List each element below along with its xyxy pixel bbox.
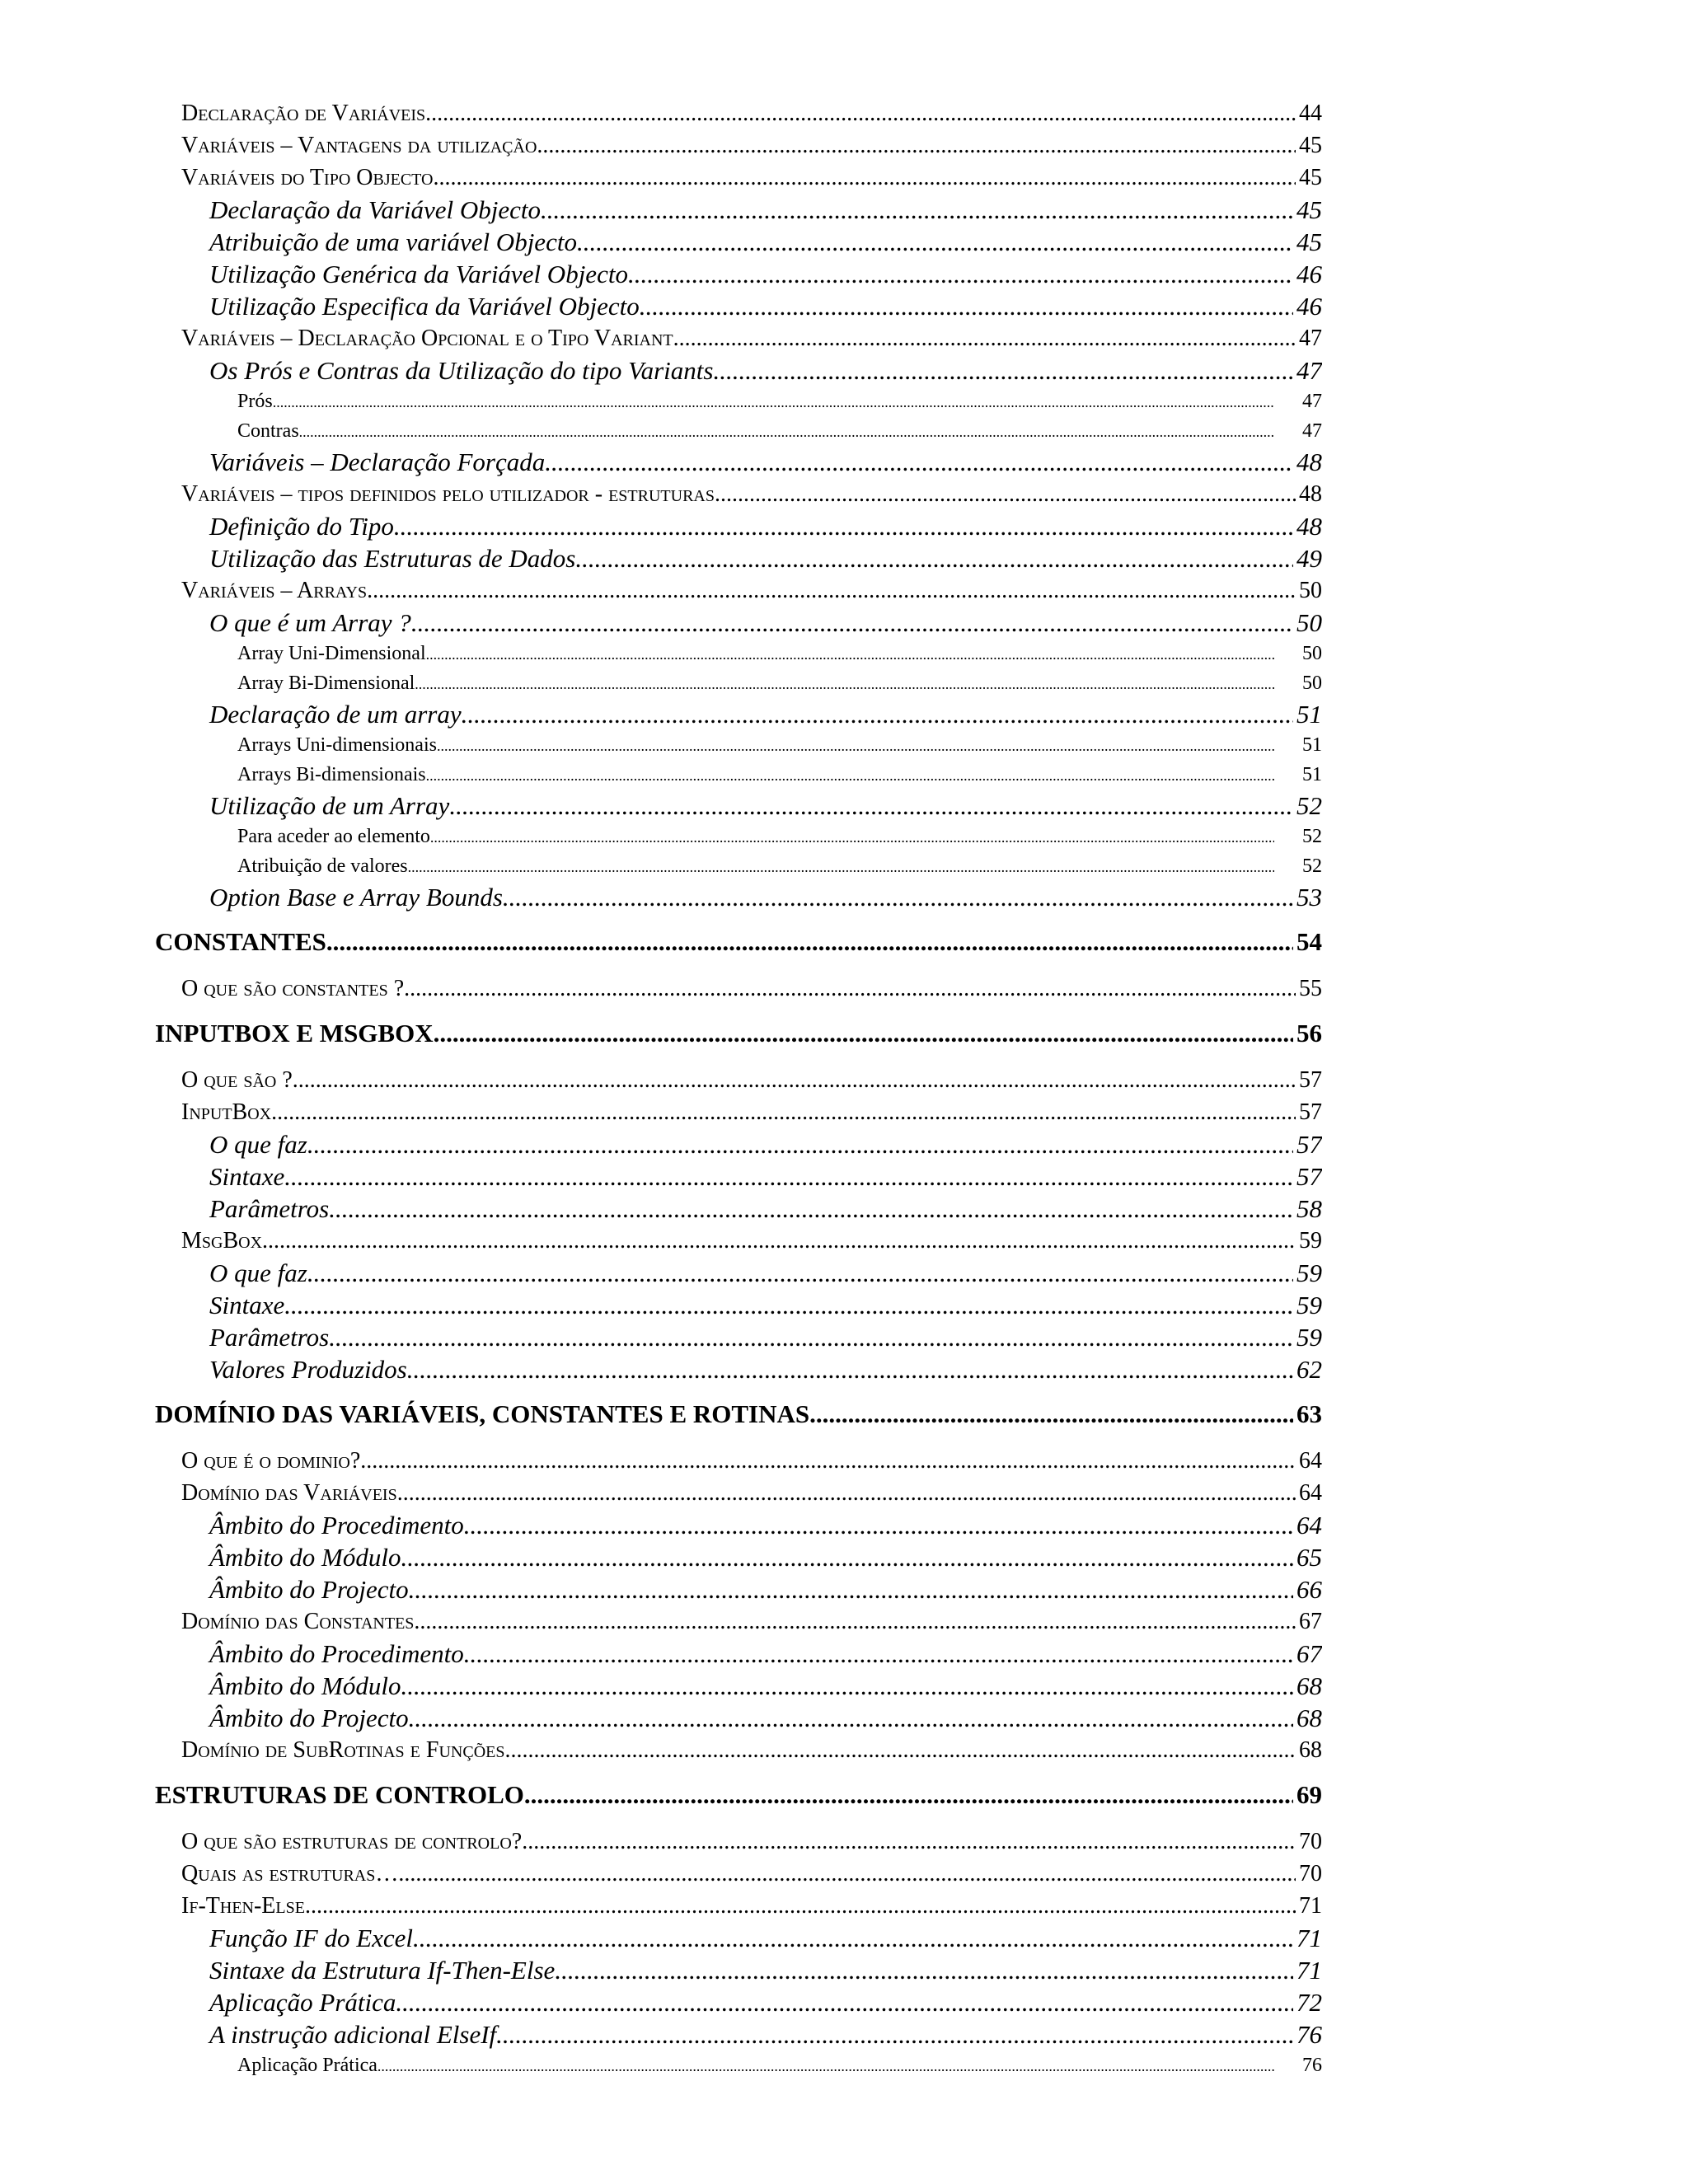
dot-leader bbox=[464, 1509, 1293, 1541]
toc-entry-level-4[interactable] bbox=[155, 760, 1322, 790]
toc-entry-title: O que faz bbox=[209, 1130, 307, 1159]
toc-entry-page-number: 52 bbox=[1302, 855, 1322, 877]
dot-leader bbox=[504, 1734, 1296, 1766]
toc-entry-page-number: 56 bbox=[1296, 1019, 1322, 1047]
dot-leader bbox=[408, 852, 1274, 881]
toc-entry-title: Option Base e Array Bounds bbox=[209, 883, 503, 912]
toc-entry-page-number: 47 bbox=[1299, 326, 1322, 351]
dot-leader bbox=[628, 258, 1293, 290]
toc-entry-level-2[interactable] bbox=[155, 1890, 1322, 1922]
toc-entry-level-3[interactable] bbox=[155, 1193, 1322, 1225]
toc-entry-title: Para aceder ao elemento bbox=[237, 826, 430, 847]
toc-entry-title: Valores Produzidos bbox=[209, 1355, 407, 1384]
toc-entry-page-number: 50 bbox=[1302, 643, 1322, 664]
toc-entry-title: Arrays Uni-dimensionais bbox=[237, 734, 437, 756]
dot-leader bbox=[262, 1225, 1296, 1257]
toc-entry-page-number: 71 bbox=[1296, 1924, 1322, 1952]
toc-entry-title: O que são estruturas de controlo? bbox=[181, 1829, 523, 1854]
toc-entry-title: Utilização das Estruturas de Dados bbox=[209, 544, 576, 573]
toc-entry-title: Domínio das Variáveis bbox=[181, 1480, 397, 1506]
toc-entry-page-number: 46 bbox=[1296, 292, 1322, 321]
toc-entry-title: Âmbito do Procedimento bbox=[209, 1511, 464, 1540]
toc-entry-level-3[interactable] bbox=[155, 790, 1322, 822]
toc-entry-level-1[interactable] bbox=[155, 1778, 1322, 1812]
dot-leader bbox=[449, 790, 1293, 822]
toc-entry-level-3[interactable] bbox=[155, 258, 1322, 290]
toc-entry-title: Parâmetros bbox=[209, 1323, 330, 1352]
toc-entry-level-4[interactable] bbox=[155, 730, 1322, 760]
toc-entry-page-number: 70 bbox=[1299, 1829, 1322, 1854]
dot-leader bbox=[394, 510, 1293, 542]
toc-entry-title: Domínio das Constantes bbox=[181, 1609, 415, 1634]
toc-entry-title: Variáveis – Declaração Opcional e o Tipo Variant bbox=[181, 326, 673, 351]
toc-entry-level-3[interactable] bbox=[155, 1353, 1322, 1385]
toc-entry-level-3[interactable] bbox=[155, 1509, 1322, 1541]
toc-entry-page-number: 65 bbox=[1296, 1543, 1322, 1572]
dot-leader bbox=[396, 1986, 1293, 2018]
dot-leader bbox=[414, 1605, 1296, 1638]
toc-entry-level-3[interactable] bbox=[155, 354, 1322, 387]
toc-entry-page-number: 64 bbox=[1299, 1480, 1322, 1506]
toc-entry-level-3[interactable] bbox=[155, 194, 1322, 226]
toc-entry-level-4[interactable] bbox=[155, 668, 1322, 698]
toc-entry-page-number: 76 bbox=[1296, 2020, 1322, 2049]
toc-entry-page-number: 50 bbox=[1296, 608, 1322, 637]
toc-entry-title: O que são constantes ? bbox=[181, 976, 405, 1001]
toc-entry-title: CONSTANTES bbox=[155, 927, 326, 956]
toc-entry-title: Declaração de Variáveis bbox=[181, 101, 426, 126]
dot-leader bbox=[413, 1922, 1293, 1954]
toc-entry-level-1[interactable] bbox=[155, 925, 1322, 959]
dot-leader bbox=[401, 1670, 1294, 1702]
toc-entry-page-number: 49 bbox=[1296, 544, 1322, 573]
toc-entry-level-3[interactable] bbox=[155, 510, 1322, 542]
toc-entry-level-3[interactable] bbox=[155, 1986, 1322, 2018]
toc-entry-page-number: 50 bbox=[1302, 673, 1322, 694]
dot-leader bbox=[305, 1890, 1296, 1922]
toc-entry-title: Declaração da Variável Objecto bbox=[209, 195, 542, 224]
toc-entry-page-number: 67 bbox=[1299, 1609, 1322, 1634]
toc-entry-title: INPUTBOX E MSGBOX bbox=[155, 1019, 434, 1047]
dot-leader bbox=[575, 542, 1293, 574]
toc-entry-title: O que faz bbox=[209, 1258, 307, 1287]
toc-entry-level-3[interactable] bbox=[155, 1257, 1322, 1289]
toc-entry-level-3[interactable] bbox=[155, 1541, 1322, 1573]
toc-entry-title: Variáveis – tipos definidos pelo utilizador - estruturas bbox=[181, 481, 715, 507]
toc-entry-level-3[interactable] bbox=[155, 1321, 1322, 1353]
toc-entry-title: Parâmetros bbox=[209, 1194, 330, 1223]
toc-entry-level-4[interactable] bbox=[155, 851, 1322, 881]
toc-entry-page-number: 46 bbox=[1296, 260, 1322, 288]
toc-entry-page-number: 45 bbox=[1299, 165, 1322, 190]
dot-leader bbox=[640, 290, 1293, 322]
toc-entry-level-3[interactable] bbox=[155, 290, 1322, 322]
toc-entry-level-2[interactable] bbox=[155, 1445, 1322, 1477]
dot-leader bbox=[430, 823, 1274, 851]
toc-entry-title: Aplicação Prática bbox=[237, 2055, 377, 2076]
dot-leader bbox=[425, 97, 1296, 129]
toc-entry-page-number: 47 bbox=[1302, 420, 1322, 442]
toc-entry-title: InputBox bbox=[181, 1099, 272, 1125]
toc-entry-level-1[interactable] bbox=[155, 1016, 1322, 1051]
dot-leader bbox=[367, 574, 1296, 607]
toc-entry-title: A instrução adicional ElseIf bbox=[209, 2020, 497, 2049]
toc-entry-page-number: 44 bbox=[1299, 101, 1322, 126]
dot-leader bbox=[284, 1160, 1293, 1193]
toc-entry-level-2[interactable] bbox=[155, 1477, 1322, 1509]
toc-entry-level-4[interactable] bbox=[155, 387, 1322, 416]
toc-entry-title: O que é o dominio? bbox=[181, 1448, 361, 1474]
dot-leader bbox=[284, 1289, 1293, 1321]
dot-leader bbox=[271, 1096, 1296, 1128]
toc-entry-title: Definição do Tipo bbox=[209, 512, 394, 541]
toc-entry-page-number: 48 bbox=[1299, 481, 1322, 507]
toc-entry-level-3[interactable] bbox=[155, 542, 1322, 574]
toc-entry-level-2[interactable] bbox=[155, 129, 1322, 162]
dot-leader bbox=[496, 2018, 1293, 2050]
toc-entry-page-number: 76 bbox=[1302, 2055, 1322, 2076]
toc-entry-page-number: 51 bbox=[1296, 700, 1322, 729]
toc-entry-title: Aplicação Prática bbox=[209, 1988, 396, 2017]
toc-entry-level-4[interactable] bbox=[155, 639, 1322, 668]
dot-leader bbox=[329, 1193, 1293, 1225]
toc-entry-level-3[interactable] bbox=[155, 1160, 1322, 1193]
toc-entry-level-2[interactable] bbox=[155, 1064, 1322, 1096]
toc-entry-page-number: 70 bbox=[1299, 1861, 1322, 1886]
toc-entry-page-number: 68 bbox=[1299, 1737, 1322, 1763]
toc-entry-title: If-Then-Else bbox=[181, 1893, 305, 1919]
dot-leader bbox=[401, 1541, 1294, 1573]
toc-entry-page-number: 50 bbox=[1299, 578, 1322, 603]
toc-entry-page-number: 64 bbox=[1296, 1511, 1322, 1540]
dot-leader bbox=[307, 1128, 1293, 1160]
toc-entry-title: O que é um Array ? bbox=[209, 608, 411, 637]
toc-entry-level-2[interactable] bbox=[155, 972, 1322, 1005]
toc-entry-page-number: 47 bbox=[1296, 356, 1322, 385]
toc-entry-page-number: 68 bbox=[1296, 1704, 1322, 1732]
toc-entry-title: Função IF do Excel bbox=[209, 1924, 414, 1952]
dot-leader bbox=[673, 322, 1296, 354]
toc-entry-title: MsgBox bbox=[181, 1228, 263, 1254]
toc-entry-page-number: 57 bbox=[1296, 1130, 1322, 1159]
dot-leader bbox=[299, 417, 1274, 446]
toc-entry-page-number: 57 bbox=[1299, 1099, 1322, 1125]
dot-leader bbox=[398, 1858, 1296, 1890]
toc-entry-page-number: 72 bbox=[1296, 1988, 1322, 2017]
dot-leader bbox=[273, 387, 1274, 416]
dot-leader bbox=[404, 972, 1296, 1005]
dot-leader bbox=[433, 162, 1296, 194]
toc-entry-title: Array Uni-Dimensional bbox=[237, 643, 426, 664]
toc-entry-title: Utilização Especifica da Variável Objecto bbox=[209, 292, 640, 321]
toc-entry-page-number: 62 bbox=[1296, 1355, 1322, 1384]
toc-entry-level-2[interactable] bbox=[155, 574, 1322, 607]
toc-entry-title: Quais as estruturas… bbox=[181, 1861, 399, 1886]
dot-leader bbox=[809, 1397, 1293, 1432]
toc-entry-title: Variáveis – Vantagens da utilização bbox=[181, 133, 537, 158]
dot-leader bbox=[377, 2051, 1274, 2080]
dot-leader bbox=[411, 607, 1293, 639]
toc-entry-page-number: 48 bbox=[1296, 448, 1322, 476]
dot-leader bbox=[464, 1638, 1293, 1670]
toc-entry-title: Declaração de um array bbox=[209, 700, 462, 729]
toc-entry-level-3[interactable] bbox=[155, 446, 1322, 478]
toc-entry-title: Domínio de SubRotinas e Funções bbox=[181, 1737, 505, 1763]
toc-entry-level-2[interactable] bbox=[155, 1225, 1322, 1257]
dot-leader bbox=[409, 1573, 1293, 1605]
dot-leader bbox=[307, 1257, 1293, 1289]
dot-leader bbox=[555, 1954, 1293, 1986]
toc-entry-page-number: 45 bbox=[1296, 195, 1322, 224]
toc-entry-page-number: 45 bbox=[1299, 133, 1322, 158]
toc-entry-title: Utilização de um Array bbox=[209, 791, 450, 820]
toc-entry-level-2[interactable] bbox=[155, 97, 1322, 129]
dot-leader bbox=[545, 446, 1293, 478]
toc-entry-page-number: 54 bbox=[1296, 927, 1322, 956]
toc-entry-page-number: 52 bbox=[1302, 826, 1322, 847]
toc-entry-page-number: 57 bbox=[1296, 1162, 1322, 1191]
toc-entry-level-3[interactable] bbox=[155, 1702, 1322, 1734]
toc-entry-level-3[interactable] bbox=[155, 1954, 1322, 1986]
toc-entry-page-number: 45 bbox=[1296, 227, 1322, 256]
toc-entry-level-3[interactable] bbox=[155, 881, 1322, 913]
dot-leader bbox=[715, 478, 1296, 510]
toc-entry-page-number: 59 bbox=[1296, 1323, 1322, 1352]
toc-entry-title: Sintaxe bbox=[209, 1291, 285, 1319]
toc-entry-title: Prós bbox=[237, 391, 273, 412]
toc-entry-title: O que são ? bbox=[181, 1067, 293, 1093]
toc-entry-title: Atribuição de uma variável Objecto bbox=[209, 227, 577, 256]
toc-entry-level-3[interactable] bbox=[155, 1922, 1322, 1954]
dot-leader bbox=[293, 1064, 1296, 1096]
dot-leader bbox=[426, 761, 1274, 790]
toc-entry-title: Variáveis do Tipo Objecto bbox=[181, 165, 434, 190]
toc-entry-title: Atribuição de valores bbox=[237, 855, 408, 877]
toc-entry-page-number: 64 bbox=[1299, 1448, 1322, 1474]
toc-entry-title: Utilização Genérica da Variável Objecto bbox=[209, 260, 628, 288]
toc-entry-page-number: 69 bbox=[1296, 1780, 1322, 1809]
toc-entry-page-number: 59 bbox=[1296, 1291, 1322, 1319]
toc-entry-level-3[interactable] bbox=[155, 1670, 1322, 1702]
toc-entry-page-number: 47 bbox=[1302, 391, 1322, 412]
toc-entry-level-1[interactable] bbox=[155, 1397, 1322, 1432]
dot-leader bbox=[462, 698, 1293, 730]
toc-entry-level-2[interactable] bbox=[155, 1605, 1322, 1638]
toc-entry-title: Sintaxe bbox=[209, 1162, 285, 1191]
dot-leader bbox=[537, 129, 1296, 162]
dot-leader bbox=[541, 194, 1293, 226]
dot-leader bbox=[329, 1321, 1293, 1353]
dot-leader bbox=[522, 1825, 1296, 1858]
toc-entry-title: Array Bi-Dimensional bbox=[237, 673, 415, 694]
toc-entry-page-number: 53 bbox=[1296, 883, 1322, 912]
toc-entry-title: ESTRUTURAS DE CONTROLO bbox=[155, 1780, 524, 1809]
toc-entry-page-number: 59 bbox=[1299, 1228, 1322, 1254]
toc-entry-page-number: 71 bbox=[1296, 1956, 1322, 1985]
dot-leader bbox=[409, 1702, 1293, 1734]
toc-entry-level-4[interactable] bbox=[155, 2050, 1322, 2080]
dot-leader bbox=[434, 1016, 1293, 1051]
toc-entry-title: Âmbito do Projecto bbox=[209, 1704, 409, 1732]
toc-entry-title: Âmbito do Módulo bbox=[209, 1671, 401, 1700]
toc-entry-level-3[interactable] bbox=[155, 1289, 1322, 1321]
dot-leader bbox=[326, 925, 1293, 959]
dot-leader bbox=[524, 1778, 1293, 1812]
toc-entry-level-2[interactable] bbox=[155, 478, 1322, 510]
toc-entry-level-3[interactable] bbox=[155, 1128, 1322, 1160]
toc-entry-level-3[interactable] bbox=[155, 226, 1322, 258]
toc-entry-page-number: 63 bbox=[1296, 1399, 1322, 1428]
toc-entry-page-number: 51 bbox=[1302, 734, 1322, 756]
toc-entry-level-3[interactable] bbox=[155, 1573, 1322, 1605]
toc-entry-page-number: 59 bbox=[1296, 1258, 1322, 1287]
toc-entry-page-number: 48 bbox=[1296, 512, 1322, 541]
toc-entry-title: Sintaxe da Estrutura If-Then-Else bbox=[209, 1956, 556, 1985]
dot-leader bbox=[503, 881, 1293, 913]
dot-leader bbox=[407, 1353, 1293, 1385]
dot-leader bbox=[437, 731, 1274, 760]
toc-entry-page-number: 71 bbox=[1299, 1893, 1322, 1919]
toc-entry-level-2[interactable] bbox=[155, 1858, 1322, 1890]
toc-entry-page-number: 51 bbox=[1302, 764, 1322, 785]
toc-entry-title: Âmbito do Módulo bbox=[209, 1543, 401, 1572]
toc-entry-level-2[interactable] bbox=[155, 1096, 1322, 1128]
toc-entry-level-2[interactable] bbox=[155, 1825, 1322, 1858]
toc-entry-level-3[interactable] bbox=[155, 2018, 1322, 2050]
toc-entry-title: Variáveis – Arrays bbox=[181, 578, 368, 603]
toc-entry-page-number: 67 bbox=[1296, 1639, 1322, 1668]
toc-entry-title: DOMÍNIO DAS VARIÁVEIS, CONSTANTES E ROTINAS bbox=[155, 1399, 810, 1428]
toc-entry-title: Variáveis – Declaração Forçada bbox=[209, 448, 546, 476]
dot-leader bbox=[360, 1445, 1296, 1477]
toc-entry-level-3[interactable] bbox=[155, 698, 1322, 730]
toc-entry-page-number: 66 bbox=[1296, 1575, 1322, 1604]
toc-entry-page-number: 58 bbox=[1296, 1194, 1322, 1223]
dot-leader bbox=[713, 354, 1293, 387]
toc-entry-page-number: 68 bbox=[1296, 1671, 1322, 1700]
dot-leader bbox=[397, 1477, 1296, 1509]
toc-entry-level-4[interactable] bbox=[155, 822, 1322, 851]
toc-entry-level-4[interactable] bbox=[155, 416, 1322, 446]
toc-entry-title: Os Prós e Contras da Utilização do tipo Variants bbox=[209, 356, 714, 385]
toc-entry-level-2[interactable] bbox=[155, 1734, 1322, 1766]
toc-entry-page-number: 52 bbox=[1296, 791, 1322, 820]
toc-entry-level-3[interactable] bbox=[155, 1638, 1322, 1670]
table-of-contents bbox=[155, 97, 1322, 2080]
toc-entry-title: Arrays Bi-dimensionais bbox=[237, 764, 426, 785]
toc-entry-level-2[interactable] bbox=[155, 162, 1322, 194]
toc-entry-level-2[interactable] bbox=[155, 322, 1322, 354]
toc-entry-page-number: 57 bbox=[1299, 1067, 1322, 1093]
toc-entry-level-3[interactable] bbox=[155, 607, 1322, 639]
toc-entry-title: Âmbito do Procedimento bbox=[209, 1639, 464, 1668]
dot-leader bbox=[426, 640, 1274, 668]
dot-leader bbox=[415, 669, 1274, 698]
toc-entry-title: Contras bbox=[237, 420, 299, 442]
dot-leader bbox=[577, 226, 1293, 258]
toc-entry-page-number: 55 bbox=[1299, 976, 1322, 1001]
toc-entry-title: Âmbito do Projecto bbox=[209, 1575, 409, 1604]
